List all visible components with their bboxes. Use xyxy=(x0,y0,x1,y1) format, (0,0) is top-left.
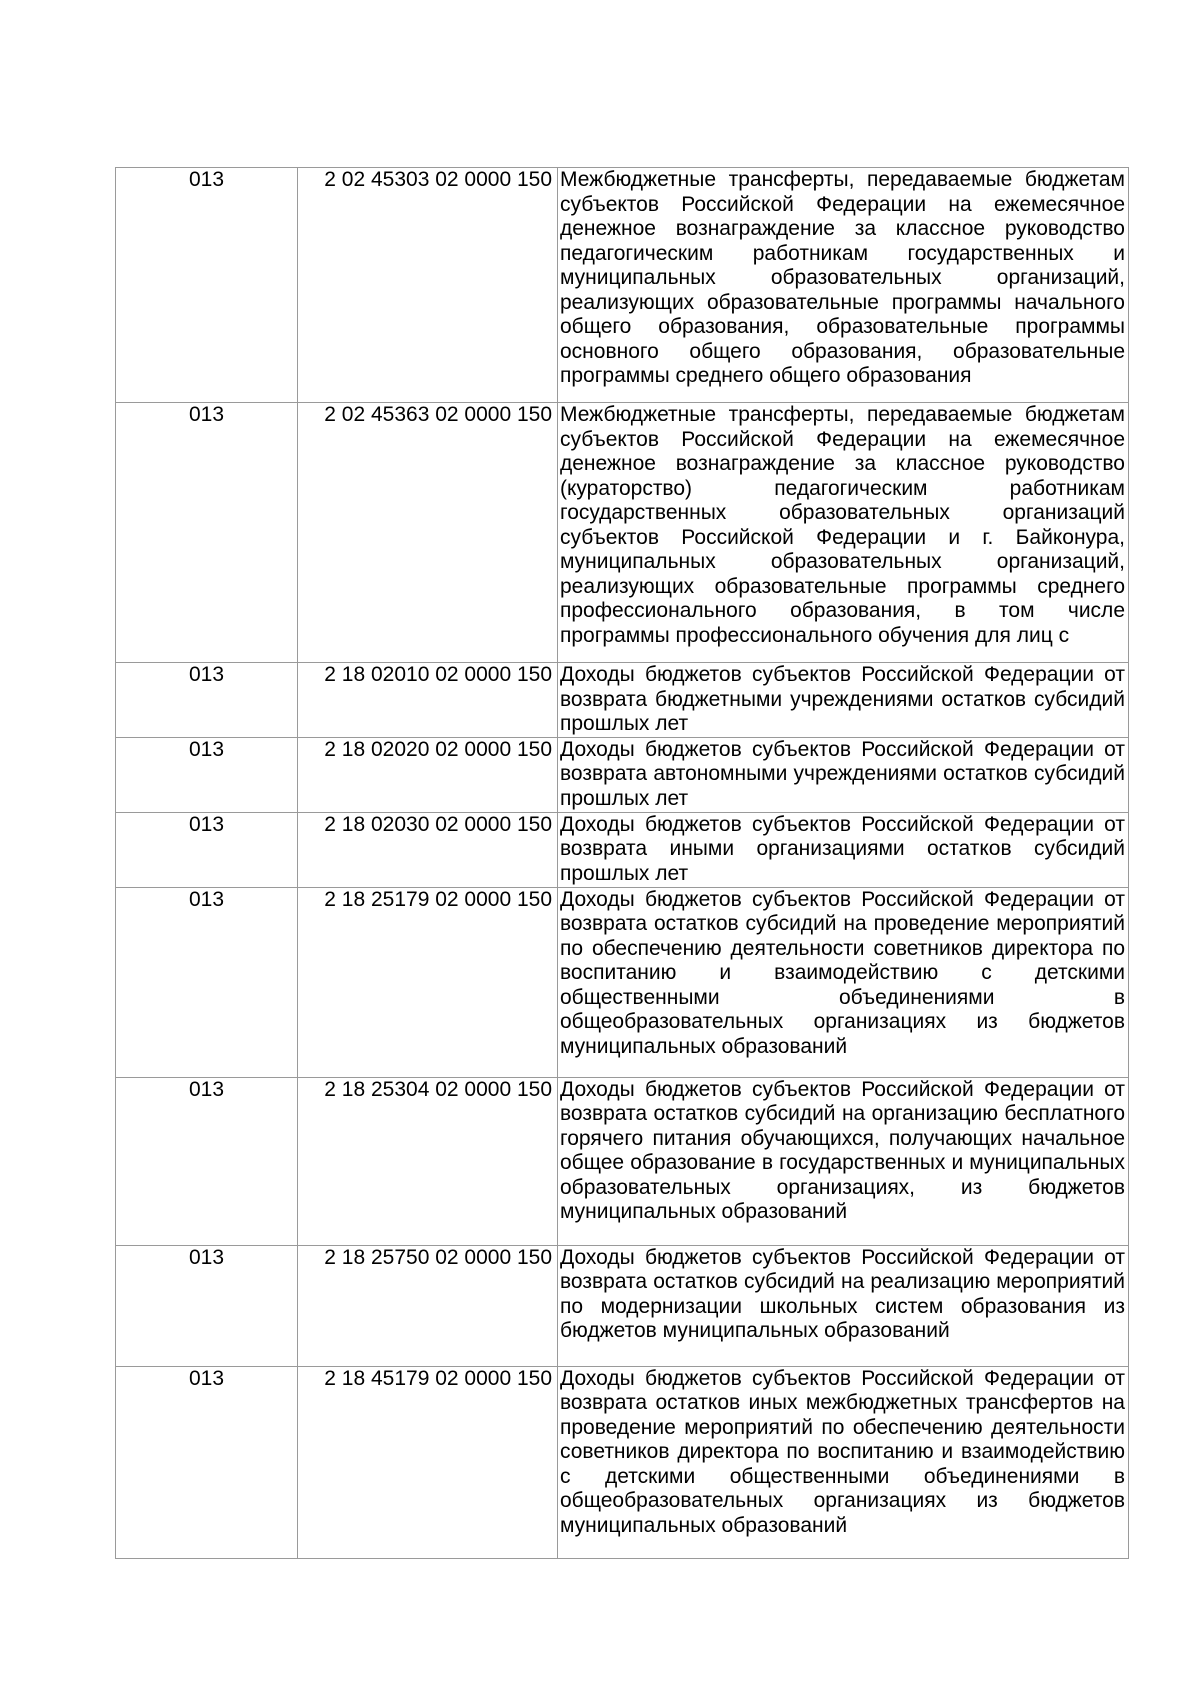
table-row xyxy=(116,887,1129,1077)
description-cell: Доходы бюджетов субъектов Российской Федерации от возврата остатков субсидий на проведение мероприятий по обеспечению деятельности советников директора по воспитанию и взаимодействию с детскими общественными объединениями в общеобразовательных организациях из бюджетов муниципальных образований xyxy=(558,887,1129,1077)
budget-code-cell: 2 18 02030 02 0000 150 xyxy=(298,812,558,887)
admin-code: 013 xyxy=(188,663,225,686)
table-row xyxy=(116,812,1129,887)
admin-code-cell xyxy=(116,812,298,887)
budget-code-cell: 2 18 02020 02 0000 150 xyxy=(298,737,558,812)
income-codes-table xyxy=(115,167,1129,1559)
description-cell: Доходы бюджетов субъектов Российской Федерации от возврата бюджетными учреждениями остатков субсидий прошлых лет xyxy=(558,663,1129,738)
admin-code-cell xyxy=(116,887,298,1077)
table-row xyxy=(116,1366,1129,1558)
admin-code-cell xyxy=(116,403,298,663)
description-cell: Межбюджетные трансферты, передаваемые бюджетам субъектов Российской Федерации на ежемесячное денежное вознаграждение за классное руководство (кураторство) педагогическим работникам государственных образовательных организаций субъектов Российской Федерации и г. Байконура, муниципальных образовательных организаций, реализующих образовательные программы среднего профессионального образования, в том числе программы профессионального обучения для лиц с xyxy=(558,403,1129,663)
admin-code: 013 xyxy=(188,1077,225,1101)
admin-code: 013 xyxy=(188,812,225,836)
table-row xyxy=(116,1077,1129,1245)
description-cell: Межбюджетные трансферты, передаваемые бюджетам субъектов Российской Федерации на ежемесячное денежное вознаграждение за классное руководство педагогическим работникам государственных и муниципальных образовательных организаций, реализующих образовательные программы начального общего образования, образовательные программы основного общего образования, образовательные программы среднего общего образования xyxy=(558,168,1129,403)
budget-code-cell: 2 18 45179 02 0000 150 xyxy=(298,1366,558,1558)
budget-code-cell: 2 02 45363 02 0000 150 xyxy=(298,403,558,663)
admin-code-cell xyxy=(116,168,298,403)
admin-code: 013 xyxy=(188,403,225,426)
admin-code-cell xyxy=(116,737,298,812)
budget-code-cell: 2 02 45303 02 0000 150 xyxy=(298,168,558,403)
description-cell: Доходы бюджетов субъектов Российской Федерации от возврата остатков субсидий на реализацию мероприятий по модернизации школьных систем образования из бюджетов муниципальных образований xyxy=(558,1245,1129,1366)
description-cell: Доходы бюджетов субъектов Российской Федерации от возврата остатков иных межбюджетных трансфертов на проведение мероприятий по обеспечению деятельности советников директора по воспитанию и взаимодействию с детскими общественными объединениями в общеобразовательных организациях из бюджетов муниципальных образований xyxy=(558,1366,1129,1558)
table-row xyxy=(116,403,1129,663)
admin-code: 013 xyxy=(188,168,225,191)
admin-code-cell xyxy=(116,663,298,738)
admin-code: 013 xyxy=(188,1366,225,1390)
table-row xyxy=(116,737,1129,812)
admin-code-cell xyxy=(116,1245,298,1366)
admin-code: 013 xyxy=(188,1245,225,1269)
description-cell: Доходы бюджетов субъектов Российской Федерации от возврата иными организациями остатков субсидий прошлых лет xyxy=(558,812,1129,887)
table-row xyxy=(116,663,1129,738)
budget-code-cell: 2 18 25304 02 0000 150 xyxy=(298,1077,558,1245)
description-cell: Доходы бюджетов субъектов Российской Федерации от возврата автономными учреждениями остатков субсидий прошлых лет xyxy=(558,737,1129,812)
admin-code-cell xyxy=(116,1077,298,1245)
budget-code-cell: 2 18 25750 02 0000 150 xyxy=(298,1245,558,1366)
budget-code-cell: 2 18 02010 02 0000 150 xyxy=(298,663,558,738)
admin-code: 013 xyxy=(188,737,225,761)
budget-code-cell: 2 18 25179 02 0000 150 xyxy=(298,887,558,1077)
table-row xyxy=(116,1245,1129,1366)
admin-code: 013 xyxy=(188,887,225,911)
admin-code-cell xyxy=(116,1366,298,1558)
table-row xyxy=(116,168,1129,403)
description-cell: Доходы бюджетов субъектов Российской Федерации от возврата остатков субсидий на организацию бесплатного горячего питания обучающихся, получающих начальное общее образование в государственных и муниципальных образовательных организациях, из бюджетов муниципальных образований xyxy=(558,1077,1129,1245)
